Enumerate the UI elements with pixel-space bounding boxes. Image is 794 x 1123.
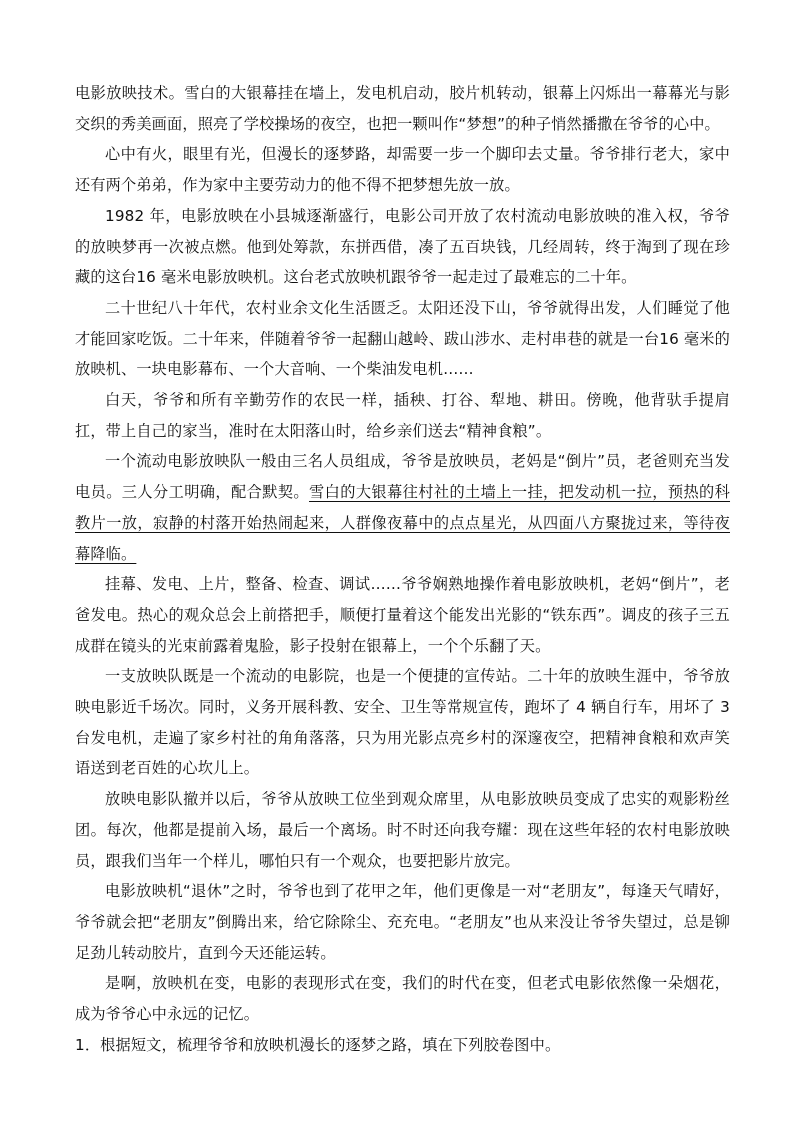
paragraph: 心中有火，眼里有光，但漫长的逐梦路，却需要一步一个脚印去丈量。爷爷排行老大，家中还有两个弟弟，作为家中主要劳动力的他不得不把梦想先放一放。	[75, 145, 730, 195]
paragraph: 是啊，放映机在变，电影的表现形式在变，我们的时代在变，但老式电影依然像一朵烟花，成为爷爷心中永远的记忆。	[75, 974, 730, 1024]
paragraph: 一支放映队既是一个流动的电影院，也是一个便捷的宣传站。二十年的放映生涯中，爷爷放映电影近千场次。同时，义务开展科教、安全、卫生等常规宣传，跑坏了 4 辆自行车，用坏了 3 台发电机，走遍了家乡村社的角角落落，只为用光影点亮乡村的深邃夜空，把精神食粮和欢声笑语送到老百姓的心坎儿上。	[75, 667, 730, 778]
paragraph-text: 一个流动电影放映队一般由三名人员组成，爷爷是放映员，老妈是“倒片”员，老爸则充当发电员。三人分工明确，配合默契。	[75, 452, 730, 502]
paragraph: 1982 年，电影放映在小县城逐渐盛行，电影公司开放了农村流动电影放映的准入权，爷爷的放映梦再一次被点燃。他到处筹款，东拼西借，凑了五百块钱，几经周转，终于淘到了现在珍藏的这台16 毫米电影放映机。这台老式放映机跟爷爷一起走过了最难忘的二十年。	[75, 206, 730, 287]
paragraph: 白天，爷爷和所有辛勤劳作的农民一样，插秧、打谷、犁地、耕田。傍晚，他背驮手提肩扛，带上自己的家当，准时在太阳落山时，给乡亲们送去“精神食粮”。	[75, 391, 730, 440]
paragraph: 放映电影队撤并以后，爷爷从放映工位坐到观众席里，从电影放映员变成了忠实的观影粉丝团。每次，他都是提前入场，最后一个离场。时不时还向我夸耀：现在这些年轻的农村电影放映员，跟我们当年一个样儿，哪怕只有一个观众，也要把影片放完。	[75, 790, 730, 870]
paragraph-continued: 电影放映技术。雪白的大银幕挂在墙上，发电机启动，胶片机转动，银幕上闪烁出一幕幕光与影交织的秀美画面，照亮了学校操场的夜空，也把一颗叫作“梦想”的种子悄然播撒在爷爷的心中。	[75, 84, 730, 133]
question-1: 1．根据短文，梳理爷爷和放映机漫长的逐梦之路，填在下列胶卷图中。	[75, 1035, 561, 1054]
paragraph: 挂幕、发电、上片，整备、检查、调试……爷爷娴熟地操作着电影放映机，老妈“倒片”，老爸发电。热心的观众总会上前搭把手，顺便打量着这个能发出光影的“铁东西”。调皮的孩子三五成群在镜头的光束前露着鬼脸，影子投射在银幕上，一个个乐翻了天。	[75, 575, 730, 655]
article-body	[75, 78, 730, 1030]
paragraph: 二十世纪八十年代，农村业余文化生活匮乏。太阳还没下山，爷爷就得出发，人们睡觉了他才能回家吃饭。二十年来，伴随着爷爷一起翻山越岭、跋山涉水、走村串巷的就是一台16 毫米的放映机、一块电影幕布、一个大音响、一个柴油发电机……	[75, 298, 730, 379]
paragraph-with-underline	[75, 446, 730, 569]
underlined-sentence: 雪白的大银幕往村社的土墙上一挂，把发动机一拉，预热的科教片一放，寂静的村落开始热闹起来，人群像夜幕中的点点星光，从四面八方聚拢过来，等待夜幕降临。	[75, 483, 731, 563]
paragraph: 电影放映机“退休”之时，爷爷也到了花甲之年，他们更像是一对“老朋友”，每逢天气晴好，爷爷就会把“老朋友”倒腾出来，给它除除尘、充充电。“老朋友”也从来没让爷爷失望过，总是铆足劲儿转动胶片，直到今天还能运转。	[75, 882, 730, 962]
